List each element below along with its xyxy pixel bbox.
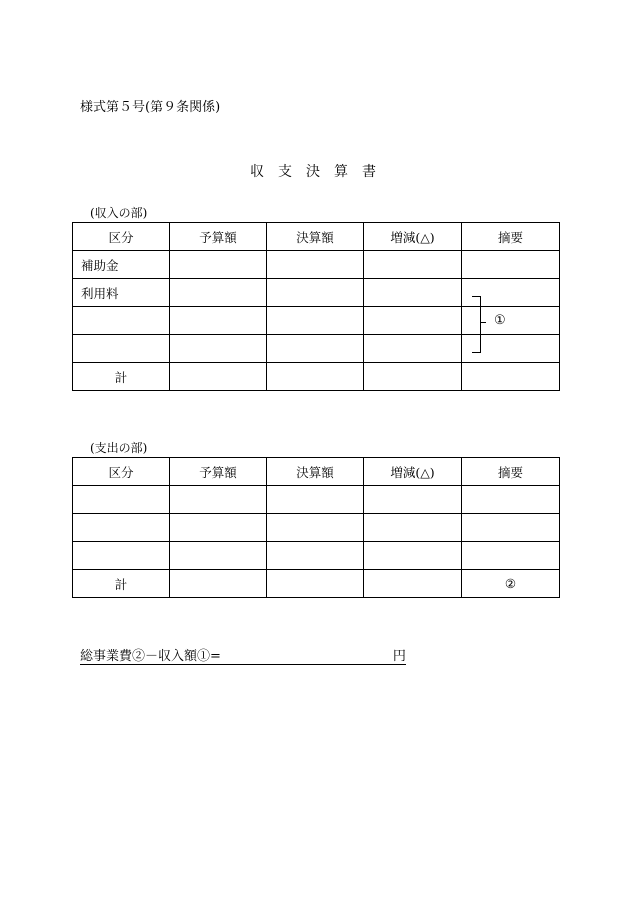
income-header-row [73, 223, 560, 251]
expense-total-row [73, 570, 560, 598]
income-row-4-category [73, 335, 170, 363]
header-remarks: 摘要 [462, 223, 560, 251]
document-title: 収支決算書 [250, 164, 390, 180]
income-row-3-change [364, 307, 462, 335]
expense-total-budget [170, 570, 267, 598]
expense-header-row [73, 458, 560, 486]
summary-unit: 円 [392, 649, 406, 664]
income-row-3-budget [170, 307, 267, 335]
expense-row-1-change [364, 486, 462, 514]
expense-total-label: 計 [73, 570, 170, 598]
table-row [73, 486, 560, 514]
expense-total-remarks: ② [462, 570, 560, 598]
income-row-3-settlement [267, 307, 364, 335]
table-row [73, 335, 560, 363]
income-row-4-change [364, 335, 462, 363]
expense-row-3-change [364, 542, 462, 570]
expense-row-1-category [73, 486, 170, 514]
income-row-3-category [73, 307, 170, 335]
income-total-remarks [462, 363, 560, 391]
header-budget: 予算額 [170, 223, 267, 251]
header-change: 増減(△) [364, 458, 462, 486]
expense-row-2-category [73, 514, 170, 542]
expense-row-2-change [364, 514, 462, 542]
summary-formula: 総事業費②－収入額①= [80, 649, 221, 664]
income-table [72, 222, 560, 391]
income-row-2-settlement [267, 279, 364, 307]
table-row [73, 542, 560, 570]
remarks-bracket [472, 296, 481, 353]
income-total-change [364, 363, 462, 391]
income-row-1-category: 補助金 [73, 251, 170, 279]
income-row-2-budget [170, 279, 267, 307]
expense-row-3-budget [170, 542, 267, 570]
income-row-1-change [364, 251, 462, 279]
income-section-label: (収入の部) [90, 206, 148, 220]
expense-row-1-settlement [267, 486, 364, 514]
header-category: 区分 [73, 458, 170, 486]
expense-row-3-category [73, 542, 170, 570]
header-settlement: 決算額 [267, 223, 364, 251]
expense-row-2-budget [170, 514, 267, 542]
expense-row-3-remarks [462, 542, 560, 570]
income-total-row [73, 363, 560, 391]
expense-row-3-settlement [267, 542, 364, 570]
income-row-1-settlement [267, 251, 364, 279]
form-number: 様式第５号(第９条関係) [80, 100, 221, 115]
income-total-settlement [267, 363, 364, 391]
expense-table [72, 457, 560, 598]
header-category: 区分 [73, 223, 170, 251]
income-total-mark: ① [494, 313, 506, 328]
expense-row-2-remarks [462, 514, 560, 542]
table-row [73, 307, 560, 335]
header-budget: 予算額 [170, 458, 267, 486]
income-row-1-remarks [462, 251, 560, 279]
income-row-2-category: 利用料 [73, 279, 170, 307]
income-row-2-change [364, 279, 462, 307]
expense-total-change [364, 570, 462, 598]
header-change: 増減(△) [364, 223, 462, 251]
income-total-label: 計 [73, 363, 170, 391]
expense-total-settlement [267, 570, 364, 598]
expense-row-1-remarks [462, 486, 560, 514]
remarks-bracket-tick [480, 322, 486, 323]
summary-line [80, 645, 406, 665]
table-row [73, 279, 560, 307]
header-remarks: 摘要 [462, 458, 560, 486]
expense-row-1-budget [170, 486, 267, 514]
income-row-4-settlement [267, 335, 364, 363]
header-settlement: 決算額 [267, 458, 364, 486]
table-row [73, 514, 560, 542]
income-total-budget [170, 363, 267, 391]
income-row-4-budget [170, 335, 267, 363]
expense-row-2-settlement [267, 514, 364, 542]
income-row-1-budget [170, 251, 267, 279]
table-row [73, 251, 560, 279]
expense-section-label: (支出の部) [90, 441, 148, 455]
